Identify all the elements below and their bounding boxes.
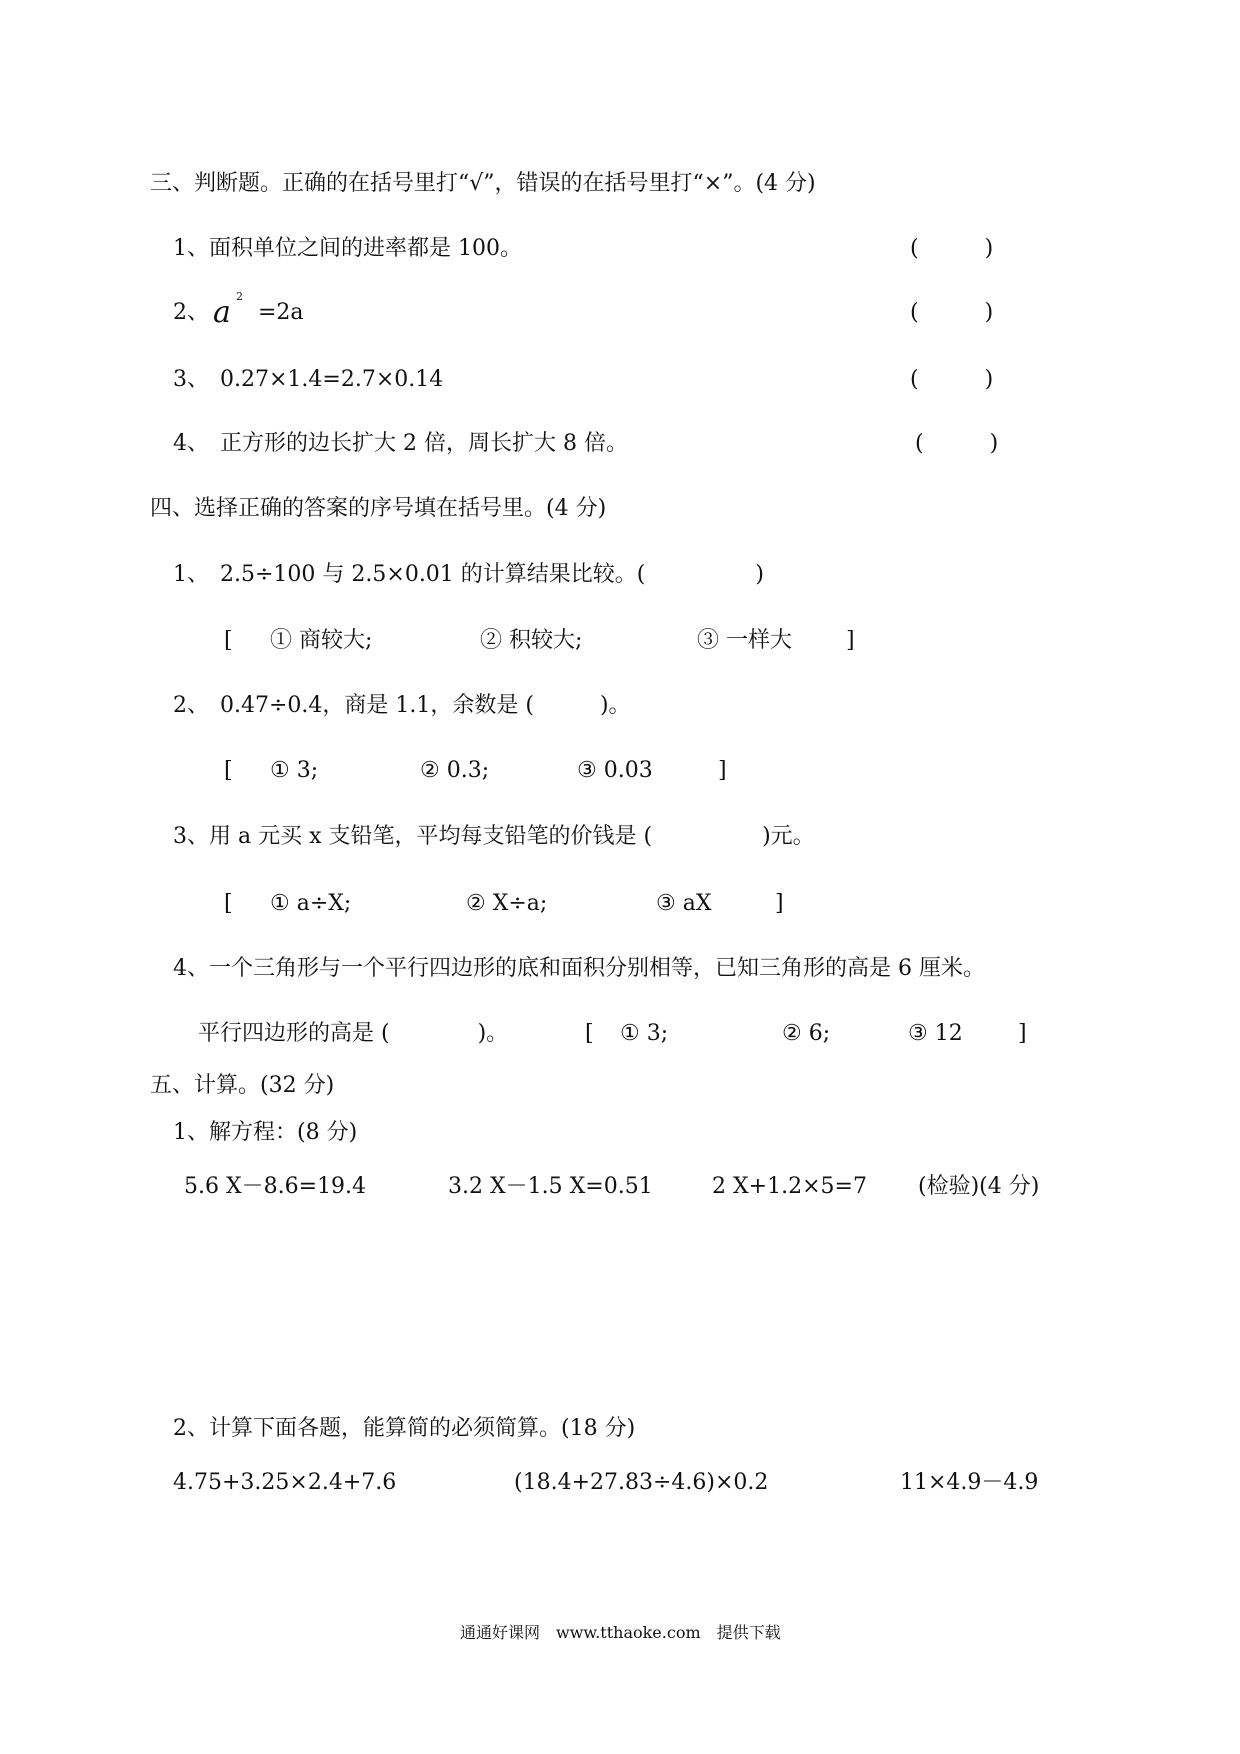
- s4-q4-close-bracket: ]: [1018, 1021, 1027, 1046]
- s3-item2-base: a: [213, 295, 231, 330]
- section5-title: 五、计算。(32 分): [150, 1073, 335, 1098]
- s3-item1-answer-paren: ( ): [910, 236, 994, 261]
- s4-q1-close-bracket: ]: [846, 628, 855, 653]
- s4-q2-option-3: ③ 0.03: [577, 758, 653, 783]
- s4-q4-open-bracket: [: [585, 1021, 594, 1046]
- s4-q3-open-bracket: [: [224, 891, 233, 916]
- s5-check-note: (检验)(4 分): [918, 1174, 1040, 1199]
- s4-q4-option-3: ③ 12: [908, 1021, 963, 1046]
- s5-part1-title: 1、解方程：(8 分): [173, 1120, 358, 1145]
- s5-expression-3: 11×4.9－4.9: [900, 1470, 1039, 1495]
- s3-item1-text: 1、面积单位之间的进率都是 100。: [173, 236, 522, 261]
- s4-q4-option-2: ② 6;: [782, 1021, 831, 1046]
- s5-equation-1: 5.6 X－8.6=19.4: [184, 1174, 367, 1199]
- s5-expression-1: 4.75+3.25×2.4+7.6: [173, 1470, 397, 1495]
- s4-q1-text: 1、 2.5÷100 与 2.5×0.01 的计算结果比较。( ): [173, 562, 764, 587]
- s4-q2-text: 2、 0.47÷0.4，商是 1.1，余数是 ( )。: [173, 693, 631, 718]
- s3-item2-number: 2、: [173, 300, 209, 325]
- s3-item2-answer-paren: ( ): [910, 300, 994, 325]
- s4-q2-open-bracket: [: [224, 758, 233, 783]
- section4-title: 四、选择正确的答案的序号填在括号里。(4 分): [150, 496, 607, 521]
- s3-item2-exponent: 2: [236, 290, 243, 303]
- s4-q3-text: 3、用 a 元买 x 支铅笔，平均每支铅笔的价钱是 ( )元。: [173, 824, 815, 849]
- s4-q3-option-1: ① a÷X;: [270, 891, 352, 916]
- s4-q4-line2: 平行四边形的高是 ( )。: [198, 1021, 509, 1046]
- s3-item4-answer-paren: ( ): [915, 431, 999, 456]
- s4-q1-open-bracket: [: [224, 628, 233, 653]
- s5-part2-title: 2、计算下面各题，能算简的必须简算。(18 分): [173, 1416, 636, 1441]
- s3-item3-text: 3、 0.27×1.4=2.7×0.14: [173, 367, 444, 392]
- s3-item3-answer-paren: ( ): [910, 367, 994, 392]
- s4-q2-option-2: ② 0.3;: [420, 758, 490, 783]
- s4-q2-close-bracket: ]: [718, 758, 727, 783]
- s4-q2-option-1: ① 3;: [270, 758, 319, 783]
- s3-item2-rest: =2a: [258, 300, 304, 325]
- section3-title: 三、判断题。正确的在括号里打“√”，错误的在括号里打“×”。(4 分): [150, 171, 816, 196]
- s5-expression-2: (18.4+27.83÷4.6)×0.2: [514, 1470, 769, 1495]
- s4-q4-line1: 4、一个三角形与一个平行四边形的底和面积分别相等，已知三角形的高是 6 厘米。: [173, 956, 985, 981]
- s4-q3-close-bracket: ]: [775, 891, 784, 916]
- s5-equation-3: 2 X+1.2×5=7: [712, 1174, 867, 1199]
- footer-credit: 通通好课网 www.tthaoke.com 提供下载: [460, 1623, 781, 1642]
- s4-q4-option-1: ① 3;: [620, 1021, 669, 1046]
- s4-q1-option-1: ① 商较大;: [270, 628, 373, 653]
- s4-q3-option-3: ③ aX: [656, 891, 712, 916]
- s4-q1-option-3: ③ 一样大: [697, 628, 792, 653]
- s3-item4-text: 4、 正方形的边长扩大 2 倍，周长扩大 8 倍。: [173, 431, 628, 456]
- s5-equation-2: 3.2 X－1.5 X=0.51: [448, 1174, 653, 1199]
- s4-q3-option-2: ② X÷a;: [466, 891, 548, 916]
- s4-q1-option-2: ② 积较大;: [480, 628, 583, 653]
